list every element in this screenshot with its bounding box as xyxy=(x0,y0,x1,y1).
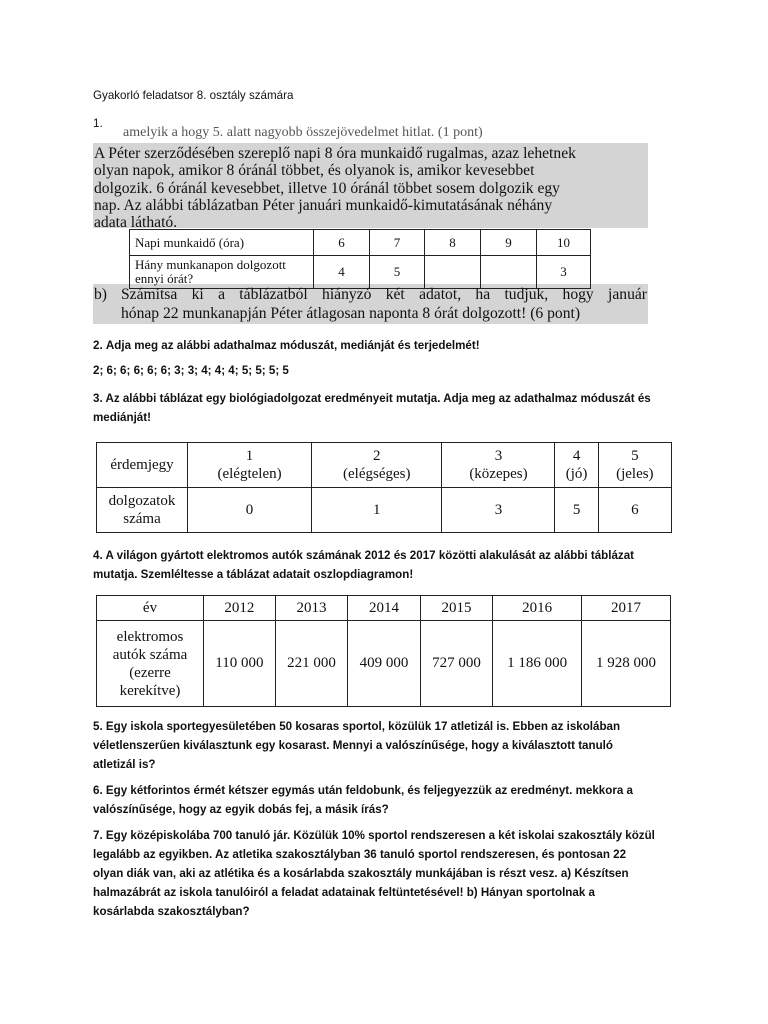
task2-data: 2; 6; 6; 6; 6; 6; 3; 3; 4; 4; 4; 5; 5; 5; 5 xyxy=(93,364,289,377)
task5-line1: Egy iskola sportegyesületében 50 kosaras sportol, közülük 17 atletizál is. Ebben az iskolában xyxy=(105,720,621,733)
task7-question xyxy=(93,826,693,921)
task7-line3-end: Készítsen xyxy=(574,867,629,880)
grade-cell: 2 (elégséges) xyxy=(312,443,442,488)
year-cell: 2017 xyxy=(582,596,671,621)
task6-line1: Egy kétforintos érmét kétszer egymás után feldobunk, és feljegyezzük az eredményt. mekkora a xyxy=(105,784,633,797)
task7-line4-end: Hányan sportolnak a xyxy=(480,886,595,899)
task1-b-label: b) xyxy=(94,286,107,303)
task3-table xyxy=(96,442,672,533)
task7-number: 7. xyxy=(93,829,103,842)
table-row xyxy=(130,256,591,289)
task1-text xyxy=(94,145,647,231)
grade-cell: 4 (jó) xyxy=(555,443,598,488)
task3-line1: Az alábbi táblázat egy biológiadolgozat eredményeit mutatja. Adja meg az adathalmaz móduszát és xyxy=(105,392,651,405)
task4-question xyxy=(93,546,693,584)
task1-table xyxy=(129,229,591,289)
year-cell: 2012 xyxy=(204,596,276,621)
table-cell: 3 xyxy=(537,256,591,289)
table-cell: 6 xyxy=(314,230,370,256)
task1-line: adata látható. xyxy=(94,214,178,232)
task6-line2: valószínűsége, hogy az egyik dobás fej, a másik írás? xyxy=(93,803,389,816)
task7-line5: kosárlabda szakosztályban? xyxy=(93,905,250,918)
task3-number: 3. xyxy=(93,392,103,405)
value-cell: 1 928 000 xyxy=(582,621,671,707)
table-row xyxy=(130,230,591,256)
task7-line1: Egy középiskolába 700 tanuló jár. Közülük 10% sportol rendszeresen a két iskolai szakosztály közül xyxy=(105,829,655,842)
task5-line3: atletizál is? xyxy=(93,758,156,771)
table-cell xyxy=(425,256,481,289)
grade-cell: 5 (jeles) xyxy=(598,443,671,488)
table-cell xyxy=(481,256,537,289)
year-cell: 2015 xyxy=(420,596,493,621)
table-cell: 9 xyxy=(481,230,537,256)
count-cell: 3 xyxy=(442,488,555,533)
table-row xyxy=(97,621,671,707)
value-cell: 110 000 xyxy=(204,621,276,707)
task5-line2: véletlenszerűen kiválasztunk egy kosarast. Mennyi a valószínűsége, hogy a kiválasztott tanuló xyxy=(93,739,613,752)
table-header-label: érdemjegy xyxy=(97,443,188,488)
grade-cell: 1 (elégtelen) xyxy=(188,443,312,488)
table-cell-label: Hány munkanapon dolgozott ennyi órát? xyxy=(130,256,314,289)
count-cell: 0 xyxy=(188,488,312,533)
table-cell: 7 xyxy=(370,230,425,256)
count-cell: 5 xyxy=(555,488,598,533)
task4-number: 4. xyxy=(93,549,103,562)
task6-question xyxy=(93,781,693,819)
task1-b xyxy=(94,285,647,323)
value-cell: 221 000 xyxy=(275,621,348,707)
task7-b-label: b) xyxy=(466,886,478,899)
table-cell: 4 xyxy=(314,256,370,289)
year-cell: 2013 xyxy=(275,596,348,621)
year-cell: 2016 xyxy=(493,596,582,621)
task6-number: 6. xyxy=(93,784,103,797)
table-row-label: elektromos autók száma (ezerre kerekítve) xyxy=(97,621,204,707)
table-row-label: dolgozatok száma xyxy=(97,488,188,533)
task5-question xyxy=(93,717,693,774)
task1-b-line2: hónap 22 munkanapján Péter átlagosan naponta 8 órát dolgozott! (6 pont) xyxy=(121,305,581,322)
task3-question xyxy=(93,389,693,427)
task1-line: nap. Az alábbi táblázatban Péter januári munkaidő-kimutatásának néhány xyxy=(94,196,553,214)
table-cell: 5 xyxy=(370,256,425,289)
task7-line3: olyan diák van, aki az atlétika és a kosárlabda szakosztály munkájában is részt vesz. xyxy=(93,867,558,880)
task2-text: Adja meg az alábbi adathalmaz móduszát, mediánját és terjedelmét! xyxy=(105,339,480,352)
value-cell: 727 000 xyxy=(420,621,493,707)
task1-b-line1: Számítsa ki a táblázatból hiányzó két adatot, ha tudjuk, hogy január xyxy=(121,286,647,303)
table-header-label: év xyxy=(97,596,204,621)
task1-line: A Péter szerződésében szereplő napi 8 óra munkaidő rugalmas, azaz lehetnek xyxy=(94,145,576,162)
task2-question xyxy=(93,336,480,355)
table-row xyxy=(97,596,671,621)
task5-number: 5. xyxy=(93,720,103,733)
table-row xyxy=(97,488,672,533)
task1-line: olyan napok, amikor 8 óránál többet, és olyanok is, amikor kevesebbet xyxy=(94,162,535,180)
value-cell: 409 000 xyxy=(348,621,421,707)
task4-table xyxy=(96,595,671,707)
task1-clipped-line: amelyik a hogy 5. alatt nagyobb összejövedelmet hitlat. (1 pont) xyxy=(123,125,483,140)
task4-line1: A világon gyártott elektromos autók számának 2012 és 2017 közötti alakulását az alábbi táblázat xyxy=(105,549,635,562)
table-cell: 10 xyxy=(537,230,591,256)
task7-line4: halmazábrát az iskola tanulóiról a feladat adatainak feltüntetésével! xyxy=(93,886,464,899)
task3-line2: mediánját! xyxy=(93,411,151,424)
task2-number: 2. xyxy=(93,339,103,352)
year-cell: 2014 xyxy=(348,596,421,621)
table-cell-label: Napi munkaidő (óra) xyxy=(130,230,314,256)
table-cell: 8 xyxy=(425,230,481,256)
table-row xyxy=(97,443,672,488)
task4-line2: mutatja. Szemléltesse a táblázat adatait oszlopdiagramon! xyxy=(93,568,414,581)
page-title: Gyakorló feladatsor 8. osztály számára xyxy=(93,89,294,102)
value-cell: 1 186 000 xyxy=(493,621,582,707)
task1-number: 1. xyxy=(93,117,103,130)
task7-a-label: a) xyxy=(560,867,572,880)
task1-line: dolgozik. 6 óránál kevesebbet, illetve 10 óránál többet sosem dolgozik egy xyxy=(94,179,560,197)
grade-cell: 3 (közepes) xyxy=(442,443,555,488)
task1-scan xyxy=(93,125,648,324)
count-cell: 1 xyxy=(312,488,442,533)
task7-line2: legalább az egyikben. Az atletika szakosztályban 36 tanuló sportol rendszeresen, és pontosan 22 xyxy=(93,848,627,861)
count-cell: 6 xyxy=(598,488,671,533)
